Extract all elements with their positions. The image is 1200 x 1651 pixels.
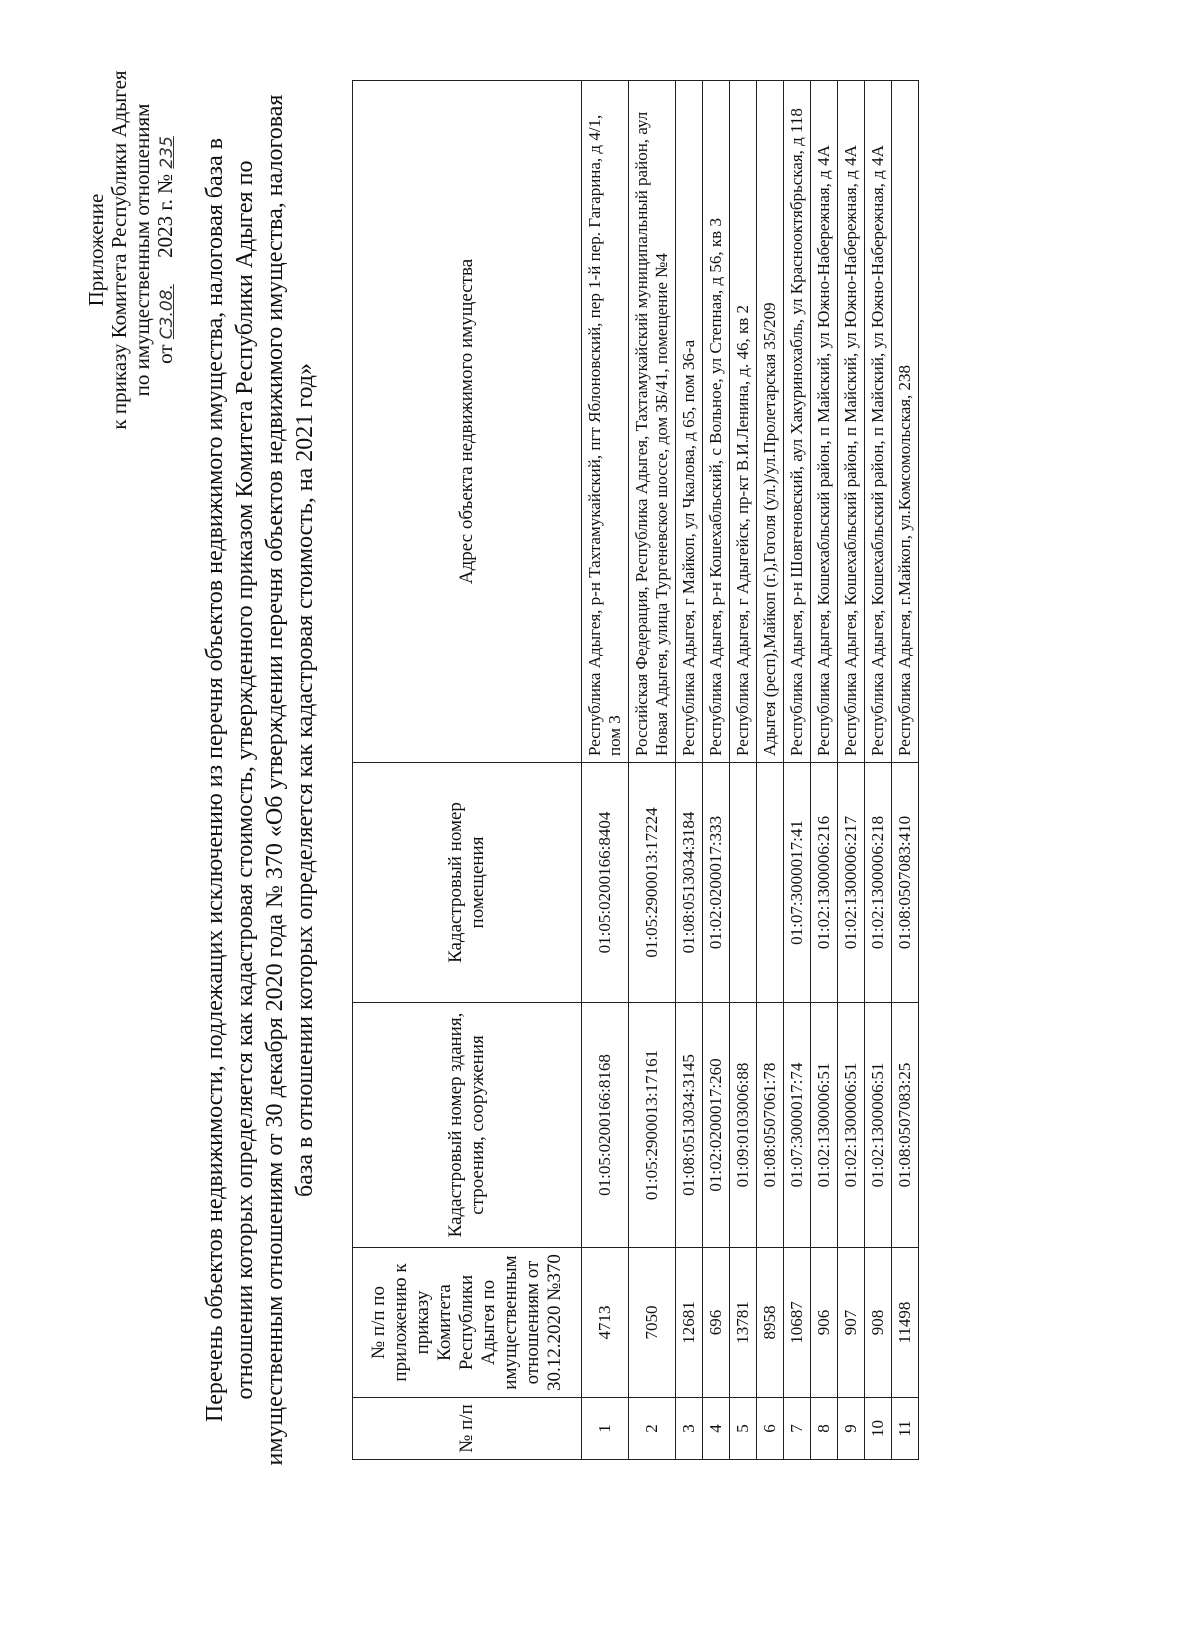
cell-appendix-number: 11498 (892, 1248, 919, 1398)
col-header-building-cadastral: Кадастровый номер здания, строения, сооружения (353, 1003, 582, 1248)
cell-number: 2 (629, 1398, 676, 1460)
cell-number: 7 (784, 1398, 811, 1460)
cell-premises-cadastral: 01:08:0513034:3184 (676, 763, 703, 1003)
cell-number: 6 (757, 1398, 784, 1460)
cell-building-cadastral: 01:05:0200166:8168 (582, 1003, 629, 1248)
table-row (757, 81, 784, 1460)
cell-building-cadastral: 01:05:2900013:17161 (629, 1003, 676, 1248)
cell-building-cadastral: 01:02:0200017:260 (703, 1003, 730, 1248)
cell-number: 5 (730, 1398, 757, 1460)
cell-appendix-number: 906 (811, 1248, 838, 1398)
order-date-line (154, 40, 179, 460)
cell-number: 10 (865, 1398, 892, 1460)
cell-premises-cadastral: 01:02:1300006:216 (811, 763, 838, 1003)
cell-number: 9 (838, 1398, 865, 1460)
cell-building-cadastral: 01:08:0507061:78 (757, 1003, 784, 1248)
cell-number: 1 (582, 1398, 629, 1460)
cell-address: Адыгея (респ),Майкоп (г.),Гоголя (ул.)/ул.Пролетарская 35/209 (757, 81, 784, 763)
cell-number: 3 (676, 1398, 703, 1460)
cell-premises-cadastral: 01:05:0200166:8404 (582, 763, 629, 1003)
cell-address: Республика Адыгея, г Адыгейск, пр-кт В.И.Ленина, д. 46, кв 2 (730, 81, 757, 763)
cell-number: 8 (811, 1398, 838, 1460)
table-row (730, 81, 757, 1460)
col-header-address: Адрес объекта недвижимого имущества (353, 81, 582, 763)
cell-premises-cadastral: 01:02:1300006:218 (865, 763, 892, 1003)
cell-address: Республика Адыгея, Кошехабльский район, п Майский, ул Южно-Набережная, д 4А (811, 81, 838, 763)
cell-address: Республика Адыгея, г.Майкоп, ул.Комсомольская, 238 (892, 81, 919, 763)
date-year: 2023 г. № (153, 173, 177, 258)
cell-building-cadastral: 01:08:0507083:25 (892, 1003, 919, 1248)
cell-building-cadastral: 01:02:1300006:51 (838, 1003, 865, 1248)
table-row (865, 81, 892, 1460)
col-header-premises-cadastral: Кадастровый номер помещения (353, 763, 582, 1003)
date-prefix: от (153, 344, 177, 364)
col-header-number: № п/п (353, 1398, 582, 1460)
cell-building-cadastral: 01:07:3000017:74 (784, 1003, 811, 1248)
table-row (703, 81, 730, 1460)
handwritten-date: С3.08. (157, 284, 177, 340)
cell-building-cadastral: 01:02:1300006:51 (811, 1003, 838, 1248)
appendix-header (85, 40, 179, 460)
cell-address: Республика Адыгея, р-н Кошехабльский, с Вольное, ул Степная, д 56, кв 3 (703, 81, 730, 763)
table-row (582, 81, 629, 1460)
cell-building-cadastral: 01:08:0513034:3145 (676, 1003, 703, 1248)
cell-address: Республика Адыгея, Кошехабльский район, п Майский, ул Южно-Набережная, д 4А (865, 81, 892, 763)
cell-appendix-number: 10687 (784, 1248, 811, 1398)
document-title: Перечень объектов недвижимости, подлежащих исключению из перечня объектов недвижимого имущества, налоговая база в отношении которых определяется как кадастровая стоимость, утвержденного приказом Комитета Республики Адыгея по имущественным отношениям от 30 декабря 2020 года № 370 «Об утверждении перечня объектов недвижимого имущества, налоговая база в отношении которых определяется как кадастровая стоимость, на 2021 год» (202, 94, 318, 1466)
cell-premises-cadastral: 01:07:3000017:41 (784, 763, 811, 1003)
table-body (582, 81, 919, 1460)
cell-number: 11 (892, 1398, 919, 1460)
cell-appendix-number: 8958 (757, 1248, 784, 1398)
cell-premises-cadastral: 01:05:2900013:17224 (629, 763, 676, 1003)
col-header-appendix-number: № п/п по приложению к приказу Комитета Республики Адыгея по имущественным отношениям от 30.12.2020 №370 (353, 1248, 582, 1398)
cell-address: Российская Федерация, Республика Адыгея, Тахтамукайский муниципальный район, аул Новая Адыгея, улица Тургеневское шоссе, дом 3Б/41, помещение №4 (629, 81, 676, 763)
table-row (676, 81, 703, 1460)
cell-appendix-number: 908 (865, 1248, 892, 1398)
order-reference: к приказу Комитета Республики Адыгея (107, 70, 131, 430)
cell-premises-cadastral (730, 763, 757, 1003)
cell-premises-cadastral: 01:02:0200017:333 (703, 763, 730, 1003)
cell-appendix-number: 907 (838, 1248, 865, 1398)
table-header-row (353, 81, 582, 1460)
committee-line: по имущественным отношениям (130, 103, 154, 397)
cell-building-cadastral: 01:09:0103006:88 (730, 1003, 757, 1248)
table-row (811, 81, 838, 1460)
cell-appendix-number: 4713 (582, 1248, 629, 1398)
cell-appendix-number: 13781 (730, 1248, 757, 1398)
handwritten-number: 235 (157, 136, 177, 169)
property-table (352, 80, 919, 1460)
table-row (838, 81, 865, 1460)
cell-premises-cadastral: 01:02:1300006:217 (838, 763, 865, 1003)
cell-premises-cadastral (757, 763, 784, 1003)
cell-appendix-number: 12681 (676, 1248, 703, 1398)
cell-appendix-number: 7050 (629, 1248, 676, 1398)
cell-address: Республика Адыгея, р-н Тахтамукайский, пгт Яблоновский, пер 1-й пер. Гагарина, д 4/1, пом 3 (582, 81, 629, 763)
cell-number: 4 (703, 1398, 730, 1460)
cell-appendix-number: 696 (703, 1248, 730, 1398)
table-row (784, 81, 811, 1460)
cell-address: Республика Адыгея, г Майкоп, ул Чкалова, д 65, пом 36-а (676, 81, 703, 763)
cell-address: Республика Адыгея, Кошехабльский район, п Майский, ул Южно-Набережная, д 4А (838, 81, 865, 763)
cell-premises-cadastral: 01:08:0507083:410 (892, 763, 919, 1003)
table-row (629, 81, 676, 1460)
table-row (892, 81, 919, 1460)
cell-address: Республика Адыгея, р-н Шовгеновский, аул Хакуринохабль, ул Краснооктябрьская, д 118 (784, 81, 811, 763)
appendix-label: Приложение (84, 193, 108, 307)
cell-building-cadastral: 01:02:1300006:51 (865, 1003, 892, 1248)
